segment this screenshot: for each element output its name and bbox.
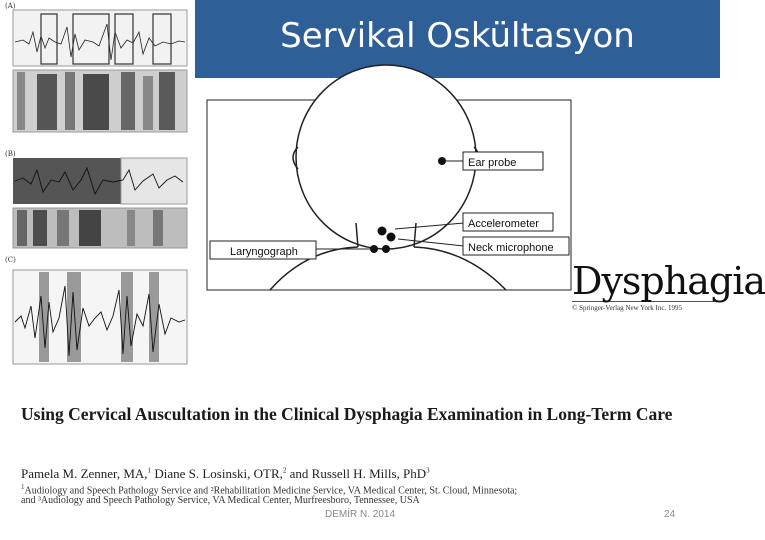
affiliation-line-2 [21, 495, 711, 506]
footer-text: DEMİR N. 2014 [325, 509, 396, 520]
panel-b-label: (B) [5, 150, 16, 158]
waveform-spectrogram-a [3, 2, 189, 142]
panel-a-label: (A) [5, 2, 16, 10]
signal-panel-b [3, 150, 189, 254]
ear-probe-label: Ear probe [468, 157, 517, 169]
author-name: and Russell H. Mills, PhD [289, 466, 427, 481]
journal-logo [572, 259, 765, 312]
affiliation-text-1: Audiology and Speech Pathology Service and ²Rehabilitation Medicine Service, VA Medical Center, St. Cloud, Minnesota; [24, 485, 518, 497]
paper-title: Using Cervical Auscultation in the Clinical Dysphagia Examination in Long-Term Care [21, 404, 673, 424]
laryngograph-label: Laryngograph [230, 246, 298, 258]
panel-c-label: (C) [5, 256, 16, 264]
waveform-spectrogram-b [3, 150, 189, 254]
journal-name: Dysphagia [572, 259, 765, 303]
author-affiliation-mark: 1 [147, 466, 152, 475]
title-banner [195, 0, 720, 78]
page-number: 24 [664, 509, 676, 520]
author-affiliation-mark: 3 [426, 466, 430, 475]
author-name: Diane S. Losinski, OTR, [154, 466, 283, 481]
publisher-line: © Springer-Verlag New York Inc. 1995 [572, 301, 714, 312]
affiliation-text-2: and ³Audiology and Speech Pathology Service, VA Medical Center, Murfreesboro, Tennessee, USA [21, 495, 420, 506]
slide-title: Servikal Oskültasyon [280, 16, 635, 56]
sensor-placement-diagram [206, 99, 572, 291]
head-neck-illustration [206, 99, 572, 291]
author-affiliation-mark: 2 [282, 466, 287, 475]
author-list [21, 466, 430, 482]
waveform-c [3, 256, 189, 368]
signal-panel-a [3, 2, 189, 142]
author-name: Pamela M. Zenner, MA, [21, 466, 148, 481]
accelerometer-label: Accelerometer [468, 218, 539, 230]
affiliation-line-1: $^1$Audiology and Speech Pathology Service and ²Rehabilitation Medicine Service, VA Medical Center, St. Cloud, Minnesota; [21, 483, 518, 497]
neck-microphone-label: Neck microphone [468, 242, 554, 254]
signal-panel-c [3, 256, 189, 368]
